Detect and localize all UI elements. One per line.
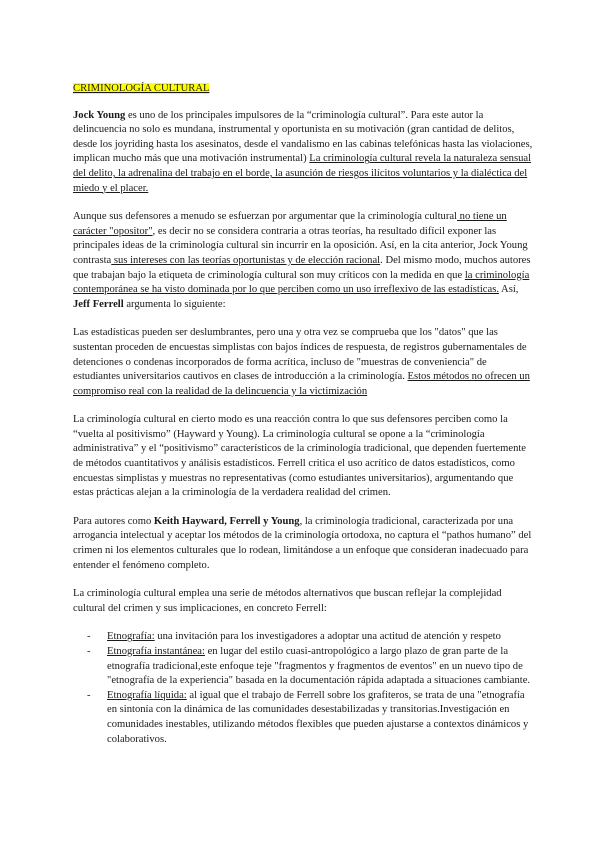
- list-bullet: -: [87, 646, 91, 657]
- paragraph-jock-young: [73, 109, 533, 197]
- list-term: Etnografía:: [107, 631, 155, 643]
- underlined-text: sus intereses con las teorías oportunistas y de elección racional: [111, 254, 381, 266]
- list-bullet: -: [87, 631, 91, 643]
- paragraph-text: , la criminología tradicional, caracterizada por una arrogancia intelectual y aceptar los métodos de la criminología ortodoxa, no captura el “pathos humano” del crimen ni los elementos culturales que lo rodean, limitándose a un enfoque que consideran inadecuado para entender el fenómeno completo.: [73, 515, 532, 571]
- paragraph-text: La criminología cultural en cierto modo es una reacción contra lo que sus defensores perciben como la “vuelta al positivismo” (Hayward y Young). La criminología cultural se opone a la “criminología administrativa” y el “positivismo” característicos de la criminología tradicional, que dependen fuertemente de métodos cuantitativos y análisis estadísticos. Ferrell critica el uso acrítico de datos estadísticos, como encuestas simplistas y muestras no representativas (como estudiantes universitarios), argumentando que estas prácticas alejan a la criminología de la verdadera realidad del crimen.: [73, 414, 527, 499]
- list-bullet: -: [87, 689, 91, 701]
- paragraph-text: , es decir no se considera contraria a otras teorías, ha resultado difícil exponer las principales ideas de la criminología cultural sin incurrir en la oposición. Así, en la cita anterior, Jock Young contrasta: [73, 225, 528, 266]
- author-names: Keith Hayward, Ferrell y Young: [153, 515, 300, 527]
- underlined-text: La criminología cultural revela la naturaleza sensual del delito, la adrenalina del trabajo en el borde, la asunción de riesgos ilícitos voluntarios y la dialéctica del miedo y el placer.: [73, 153, 532, 194]
- document-title-text: CRIMINOLOGÍA CULTURAL: [73, 83, 210, 94]
- document-page: [73, 82, 533, 747]
- paragraph-text: es uno de los principales impulsores de la “criminología cultural”. Para este autor la delincuencia no solo es mundana, instrumental y oportunista en su motivación (gran cantidad de delitos, desde los joyriding hasta los asesinatos, desde el vandalismo en las cabinas telefónicas hasta las violaciones, implican mucho más que una motivación instrumental): [73, 109, 533, 165]
- paragraph-text: Así,: [498, 284, 519, 296]
- paragraph-statistics-quote: [73, 326, 533, 399]
- paragraph-text: Las estadísticas pueden ser deslumbrantes, pero una y otra vez se comprueba que los "datos" que las sustentan proceden de encuestas simplistas con bajos índices de respuesta, de registros gubernamentales de detenciones o condenas incorporados de forma acrítica, incluso de "muestras de conveniencia" de estudiantes universitarios cautivos en clases de introducción a la criminología.: [73, 327, 527, 383]
- paragraph-authors: [73, 515, 533, 573]
- list-text: en lugar del estilo cuasi-antropológico a largo plazo de gran parte de la etnografía tradicional,este enfoque teje "fragmentos y fragmentos de eventos" en un nuevo tipo de "etnografía de la experiencia" basada en la documentación rápida adaptada a situaciones cambiante.: [107, 646, 531, 687]
- paragraph-text: Para autores como: [73, 515, 154, 527]
- paragraph-text: argumenta lo siguiente:: [123, 298, 226, 310]
- list-text: una invitación para los investigadores a adoptar una actitud de atención y respeto: [154, 631, 501, 643]
- underlined-text: la criminología contemporánea se ha visto dominada por lo que perciben como un uso irreflexivo de las estadísticas.: [73, 269, 530, 296]
- list-term: Etnografía líquida:: [107, 689, 187, 701]
- paragraph-text: Aunque sus defensores a menudo se esfuerzan por argumentar que la criminología cultural: [73, 211, 457, 223]
- paragraph-methods-intro: [73, 587, 533, 616]
- list-item: [87, 645, 533, 689]
- document-title: [73, 82, 533, 97]
- methods-list: [73, 630, 533, 747]
- paragraph-text: La criminología cultural emplea una serie de métodos alternativos que buscan reflejar la complejidad cultural del crimen y sus implicaciones, en concreto Ferrell:: [73, 588, 502, 614]
- paragraph-opposition: [73, 210, 533, 312]
- author-name: Jeff Ferrell: [73, 298, 124, 310]
- paragraph-text: . Del mismo modo, muchos autores que trabajan bajo la etiqueta de criminología cultural son muy críticos con la medida en que: [73, 254, 531, 281]
- author-name: Jock Young: [73, 109, 126, 121]
- list-item: [87, 689, 533, 747]
- underlined-text: no tiene un carácter "opositor": [73, 211, 507, 237]
- underlined-text: Estos métodos no ofrecen un compromiso real con la realidad de la delincuencia y la victimización: [73, 371, 530, 397]
- list-text: al igual que el trabajo de Ferrell sobre los grafiteros, se trata de una "etnografía en sintonía con la dinámica de las comunidades desestabilizadas y transitorias.Investigación en comunidades inestables, utilizando métodos flexibles que pueden ajustarse a contextos dinámicos y colaborativos.: [107, 689, 529, 745]
- list-item: [87, 630, 533, 645]
- paragraph-positivism: [73, 413, 533, 501]
- list-term: Etnografía instantánea:: [107, 646, 205, 657]
